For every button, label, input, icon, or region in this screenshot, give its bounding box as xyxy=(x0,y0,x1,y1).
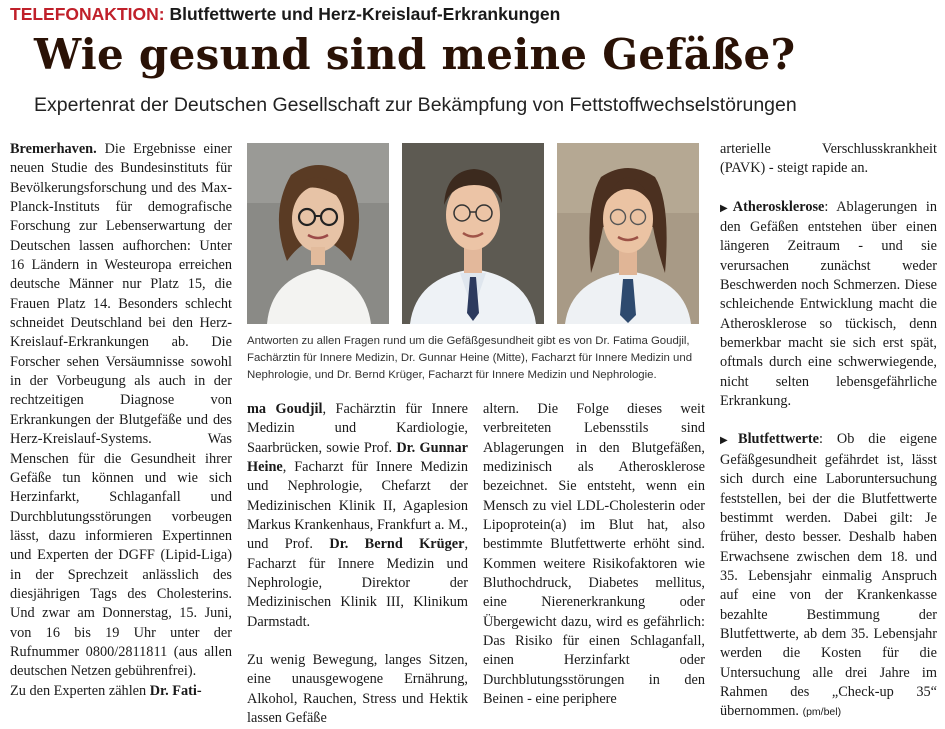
expert-name-2: Dr. Gunnar Heine xyxy=(247,439,468,476)
photo-fatima-goudjil xyxy=(247,143,389,324)
atherosklerose-heading: Atherosklerose xyxy=(732,198,825,215)
experts-paragraph xyxy=(247,400,468,632)
photo-bernd-krueger xyxy=(557,143,699,324)
blutfettwerte-text: : Ob die eigene Gefäßgesundheit gefährdet ist, lässt sich durch eine Laboruntersuchung feststellen, bei der die Blutfettwerte bestimmt werden. Dabei gilt: Je früher, desto besser. Deshalb haben Erwachsene zwischen dem 18. und 35. Lebensjahr einmalig Anspruch auf eine von der Krankenkasse bezahlte Bestimmung der Blutfettwerte, ab dem 35. Lebensjahr werden die Kosten für die Untersuchung alle drei Jahre im Rahmen des „Check-up 35“ übernommen. xyxy=(720,431,937,720)
expert-3-description: , Facharzt für Innere Medizin und Nephrologie, Direktor der Medizinischen Klinik III, Klinikum Darmstadt. xyxy=(247,536,469,630)
kicker-topic: Blutfettwerte und Herz-Kreislauf-Erkrankungen xyxy=(169,4,561,24)
article-column-2 xyxy=(247,400,468,729)
kicker xyxy=(10,4,560,25)
atherosklerose-text: : Ablagerungen in den Gefäßen entstehen über einen längeren Zeitraum - und sie verursachen zunächst weder Beschwerden noch Schmerzen. Diese schleichende Entwicklung macht die Atherosklerose so tückisch, denn bemerkbar macht sie sich erst spät, oftmals durch eine schwerwiegende, nicht selten lebensgefährliche Erkrankung. xyxy=(720,198,937,410)
article-column-3 xyxy=(483,400,705,710)
experts-lead: Zu den Experten zählen xyxy=(10,682,147,699)
lifestyle-paragraph-continued: altern. Die Folge dieses weit verbreiteten Lebensstils sind Ablagerungen in den Blutgefäßen, medizinisch als Atherosklerose bezeichnet. Sie entsteht, wenn ein Mensch zu viel LDL-Cholesterin oder Lipoprotein(a) im Blut hat, also bestimmte Blutfettwerte erhöht sind. Kommen weitere Risikofaktoren wie Bluthochdruck, Diabetes mellitus, eine Nierenerkrankung oder Übergewicht dazu, wird es gefährlich: Das Risiko für einen Schlaganfall, einen Herzinfarkt oder Durchblutungsstörungen in den Beinen - eine periphere xyxy=(483,401,705,708)
photo-gunnar-heine xyxy=(402,143,544,324)
portrait-woman-image xyxy=(247,143,389,324)
dateline: Bremerhaven. xyxy=(10,141,97,157)
pavk-text: arterielle Verschlusskrankheit (PAVK) - steigt rapide an. xyxy=(720,141,937,177)
headline: Wie gesund sind meine Gefäße? xyxy=(34,30,796,79)
triangle-bullet-icon: ▶ xyxy=(720,202,733,214)
author-credit: (pm/bel) xyxy=(802,706,842,719)
expert-2-description: , Facharzt für Innere Medizin und Nephrologie, Chefarzt der Medizinischen Klinik II, Agaplesion Markus Krankenhaus, Frankfurt a. M., und Prof. xyxy=(247,459,468,553)
expert-name-3: Dr. Bernd Krüger xyxy=(329,536,465,553)
intro-paragraph xyxy=(10,140,232,682)
expert-1-description: , Fachärztin für Innere Medizin und Kardiologie, Saarbrücken, sowie Prof. xyxy=(247,401,468,456)
atherosklerose-paragraph xyxy=(720,198,937,412)
intro-text: Die Ergebnisse einer neuen Studie des Bundesinstituts für Bevölkerungsforschung und des Max-Planck-Instituts für demografische Forschung zur Lebenserwartung der Deutschen lassen aufhorchen: Unter 16 Ländern in Westeuropa erreichen deutsche Männer nur Platz 15, die Frauen Platz 14. Besonders schlecht schneidet Deutschland bei den Herz-Kreislauf-Erkrankungen ab. Die Forscher sehen Versäumnisse sowohl in der Vorbeugung als auch in der rechtzeitigen Diagnose von Erkrankungen der Blutgefäße und des Herz-Kreislauf-Systems. Was Menschen für die Gesundheit ihrer Gefäße tun können und wie sich Herzinfarkt, Schlaganfall und Durchblutungsstörungen vorbeugen lässt, dazu informieren Expertinnen und Experten der DGFF (Lipid-Liga) in der Sprechzeit anlässlich des diesjährigen Tags des Cholesterins. Und zwar am Donnerstag, 15. Juni, von 16 bis 19 Uhr unter der Rufnummer 0800/2811811 (aus allen deutschen Netzen gebührenfrei). xyxy=(10,141,232,680)
kicker-label: TELEFONAKTION: xyxy=(10,4,165,24)
lifestyle-paragraph: Zu wenig Bewegung, langes Sitzen, eine unausgewogene Ernährung, Alkohol, Rauchen, Stress und Hektik lassen Gefäße xyxy=(247,652,468,727)
article-column-4 xyxy=(720,140,937,723)
triangle-bullet-icon: ▶ xyxy=(720,435,739,447)
subheadline: Expertenrat der Deutschen Gesellschaft zur Bekämpfung von Fettstoffwechselstörungen xyxy=(34,94,797,116)
portrait-man-right-image xyxy=(557,143,699,324)
article-column-1 xyxy=(10,140,232,701)
experts-paragraph-start xyxy=(10,682,232,701)
blutfettwerte-paragraph xyxy=(720,430,937,722)
expert-name-1-start: Dr. Fati- xyxy=(149,682,202,699)
blutfettwerte-heading: Blutfettwerte xyxy=(738,431,820,448)
photo-caption: Antworten zu allen Fragen rund um die Gefäßgesundheit gibt es von Dr. Fatima Goudjil, Fachärztin für Innere Medizin, Dr. Gunnar Heine (Mitte), Facharzt für Innere Medizin und Nephrologie, und Dr. Bernd Krüger, Facharzt für Innere Medizin und Nephrologie. xyxy=(247,335,693,381)
expert-name-1-end: ma Goudjil xyxy=(247,401,323,417)
portrait-man-center-image xyxy=(402,143,544,324)
